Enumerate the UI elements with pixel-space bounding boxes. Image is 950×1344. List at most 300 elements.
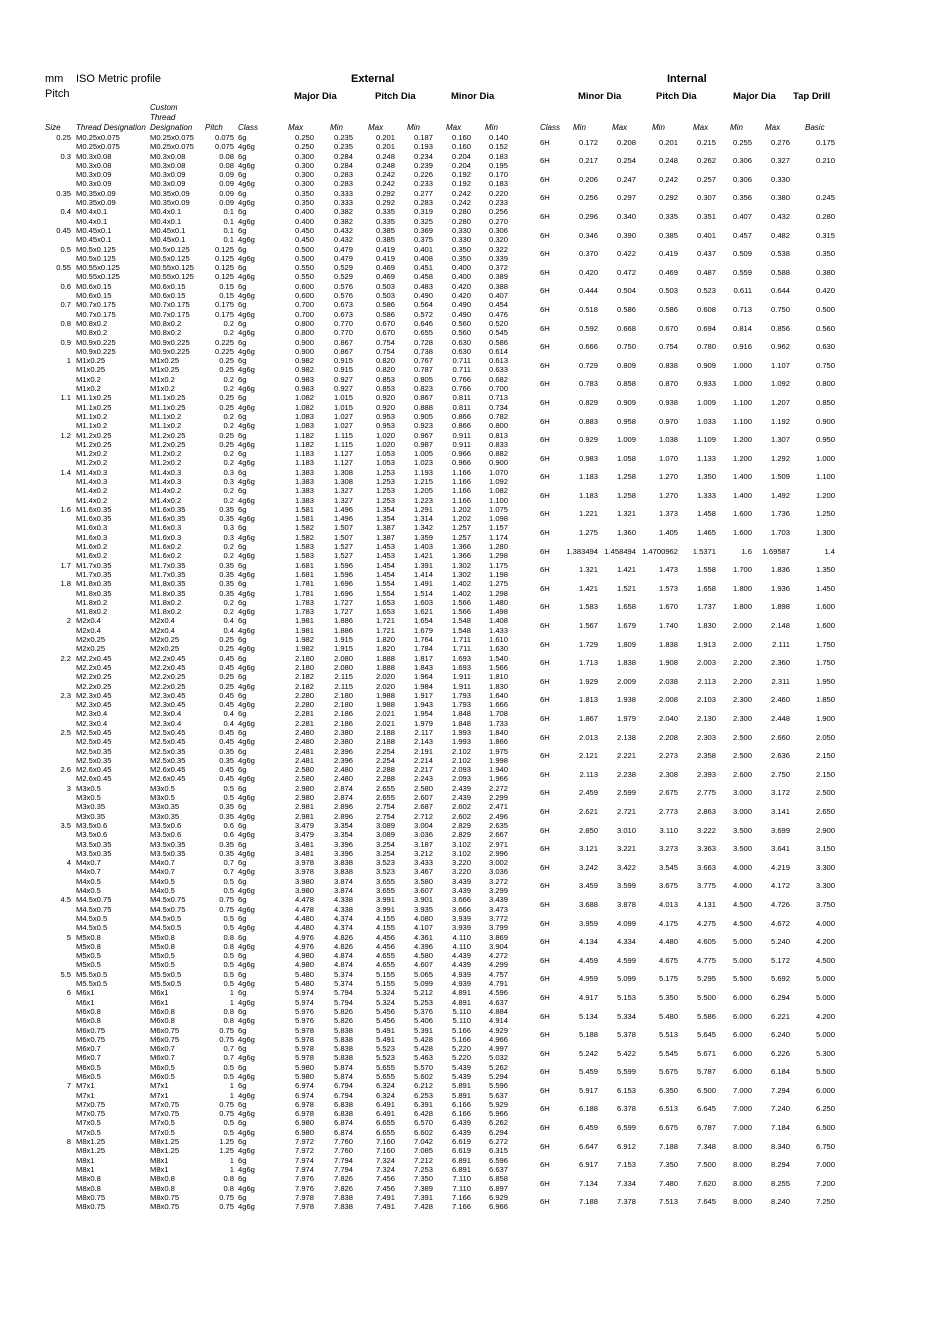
cell-class: 6g (238, 244, 247, 254)
cell-size: 1.6 (60, 504, 71, 514)
int-minor-dia-heading: Minor Dia (578, 91, 622, 102)
cell-int-major-min: 0.306 (732, 156, 752, 166)
cell-thread-designation: M1x0.25 (76, 356, 106, 366)
cell-ext-major-min: 2.080 (333, 662, 353, 672)
cell-ext-major-min: 2.896 (333, 802, 353, 812)
cell-int-minor-min: 5.242 (578, 1048, 598, 1058)
cell-int-major-min: 2.200 (732, 658, 752, 668)
cell-pitch: 0.5 (223, 793, 234, 803)
cell-int-minor-min: 0.929 (578, 435, 598, 445)
cell-int-pitch-max: 3.222 (696, 825, 716, 835)
cell-tap-drill-basic: 0.750 (815, 360, 835, 370)
cell-class: 4g6g (238, 904, 255, 914)
cell-int-minor-max: 1.979 (616, 714, 636, 723)
cell-int-major-min: 2.200 (732, 676, 752, 686)
cell-int-pitch-max: 5.645 (696, 1030, 716, 1040)
cell-ext-minor-min: 0.520 (488, 318, 508, 328)
cell-ext-pitch-max: 2.655 (375, 793, 395, 803)
cell-ext-minor-min: 1.866 (488, 737, 508, 747)
cell-thread-designation: M1.1x0.2 (76, 421, 108, 431)
table-row (0, 942, 950, 951)
cell-ext-pitch-max: 1.354 (375, 514, 395, 524)
cell-int-class: 6H (540, 397, 550, 407)
cell-int-minor-max: 1.009 (616, 435, 636, 445)
cell-pitch: 1 (229, 1090, 234, 1100)
cell-thread-designation: M0.8x0.2 (76, 328, 108, 338)
col-ext-pitch-min: Min (407, 123, 420, 132)
cell-ext-major-max: 1.183 (294, 458, 314, 468)
cell-ext-minor-max: 7.166 (451, 1192, 471, 1202)
cell-ext-pitch-min: 1.403 (413, 542, 433, 552)
cell-designation: M2x0.4 (150, 625, 175, 635)
cell-ext-major-max: 5.980 (294, 1071, 314, 1081)
cell-class: 6g (238, 225, 247, 235)
table-row (0, 1128, 950, 1137)
cell-ext-minor-min: 1.100 (488, 495, 508, 505)
cell-int-major-max: 3.172 (770, 788, 790, 798)
cell-pitch: 0.2 (223, 597, 234, 607)
cell-int-class: 6H (540, 621, 550, 631)
cell-ext-major-max: 6.978 (294, 1099, 314, 1109)
cell-ext-minor-min: 4.997 (488, 1044, 508, 1054)
cell-ext-major-max: 0.800 (294, 328, 314, 338)
cell-ext-minor-max: 1.848 (451, 718, 471, 728)
cell-designation: M0.6x0.15 (150, 291, 186, 301)
cell-int-minor-max: 3.010 (616, 825, 636, 835)
cell-ext-pitch-max: 7.456 (375, 1174, 395, 1184)
cell-ext-major-max: 1.082 (294, 402, 314, 412)
cell-ext-pitch-max: 5.324 (375, 988, 395, 998)
cell-ext-minor-max: 0.711 (452, 356, 471, 366)
cell-thread-designation: M1.2x0.25 (76, 439, 112, 449)
cell-ext-major-max: 5.978 (294, 1025, 314, 1035)
cell-int-class: 6H (540, 918, 550, 928)
internal-heading: Internal (667, 73, 707, 85)
cell-pitch: 0.09 (219, 170, 234, 180)
cell-int-minor-max: 2.221 (616, 751, 636, 761)
cell-ext-minor-min: 2.667 (488, 830, 508, 840)
table-row (0, 700, 950, 709)
cell-ext-minor-min: 3.002 (488, 858, 508, 868)
cell-int-pitch-min: 0.248 (658, 156, 678, 166)
cell-ext-minor-min: 0.306 (488, 225, 508, 235)
cell-int-major-min: 1.6 (741, 546, 752, 556)
cell-thread-designation: M0.4x0.1 (76, 207, 108, 217)
cell-thread-designation: M7x0.75 (76, 1109, 106, 1119)
cell-thread-designation: M1.8x0.2 (76, 597, 108, 607)
cell-ext-minor-min: 5.929 (488, 1099, 508, 1109)
cell-class: 4g6g (238, 1053, 255, 1063)
cell-ext-minor-min: 1.666 (488, 700, 508, 710)
cell-size: 0.25 (56, 133, 71, 142)
cell-ext-minor-max: 5.220 (451, 1044, 471, 1054)
cell-int-major-min: 6.000 (732, 1030, 752, 1040)
cell-ext-minor-max: 1.911 (452, 672, 471, 682)
cell-ext-major-min: 1.696 (333, 588, 353, 598)
cell-thread-designation: M1.8x0.2 (76, 607, 108, 617)
cell-class: 6g (238, 616, 247, 626)
cell-int-major-max: 6.221 (770, 1011, 790, 1021)
cell-ext-pitch-min: 4.080 (413, 913, 433, 923)
cell-ext-major-min: 1.127 (333, 449, 353, 459)
cell-int-major-min: 6.000 (732, 1048, 752, 1058)
cell-ext-minor-max: 1.566 (451, 607, 471, 617)
cell-int-pitch-min: 0.469 (658, 267, 678, 277)
cell-ext-major-min: 1.308 (333, 467, 353, 477)
cell-int-minor-max: 4.599 (616, 955, 636, 965)
cell-int-pitch-min: 5.545 (658, 1048, 678, 1058)
cell-ext-minor-max: 0.811 (452, 393, 471, 403)
cell-ext-minor-min: 1.733 (488, 718, 508, 728)
cell-pitch: 0.75 (219, 1099, 234, 1109)
cell-thread-designation: M1.1x0.25 (76, 393, 112, 403)
cell-ext-minor-max: 0.490 (451, 300, 471, 310)
cell-int-major-max: 1.509 (770, 472, 790, 482)
cell-pitch: 0.2 (223, 449, 234, 459)
cell-int-major-min: 2.000 (732, 639, 752, 649)
cell-ext-major-min: 1.915 (333, 635, 353, 645)
cell-ext-pitch-min: 0.967 (413, 430, 433, 440)
cell-int-minor-max: 6.599 (616, 1123, 636, 1133)
cell-designation: M6x0.7 (150, 1053, 175, 1063)
cell-ext-minor-min: 3.869 (488, 932, 508, 942)
cell-ext-pitch-min: 6.428 (413, 1109, 433, 1119)
cell-int-major-min: 8.000 (732, 1197, 752, 1207)
cell-designation: M3x0.35 (150, 802, 180, 812)
cell-int-pitch-min: 1.270 (658, 472, 678, 482)
cell-int-class: 6H (540, 862, 550, 872)
cell-int-major-min: 2.300 (732, 714, 752, 723)
cell-tap-drill-basic: 1.350 (815, 565, 835, 575)
cell-int-pitch-min: 2.040 (658, 714, 678, 723)
cell-class: 4g6g (238, 1146, 255, 1156)
cell-thread-designation: M0.5x0.125 (76, 253, 116, 263)
cell-class: 6g (238, 523, 247, 533)
cell-ext-pitch-max: 6.655 (375, 1127, 395, 1137)
cell-ext-minor-max: 5.891 (451, 1081, 471, 1091)
cell-int-minor-min: 0.420 (578, 267, 598, 277)
cell-int-major-max: 0.330 (770, 174, 790, 184)
cell-ext-major-max: 0.800 (294, 318, 314, 328)
table-row (0, 1109, 950, 1118)
cell-class: 4g6g (238, 1109, 255, 1119)
table-row (0, 235, 950, 244)
cell-thread-designation: M1.1x0.25 (76, 402, 112, 412)
cell-designation: M5x0.5 (150, 951, 175, 961)
cell-int-major-max: 3.141 (770, 806, 790, 816)
cell-int-minor-min: 1.183 (578, 472, 598, 482)
cell-ext-minor-min: 0.170 (488, 170, 508, 180)
cell-ext-pitch-min: 1.391 (413, 560, 433, 570)
cell-ext-pitch-min: 2.687 (413, 802, 433, 812)
cell-pitch: 0.45 (219, 690, 234, 700)
cell-ext-pitch-min: 7.042 (413, 1137, 433, 1147)
cell-int-major-max: 4.726 (770, 899, 790, 909)
cell-ext-pitch-max: 2.188 (375, 728, 395, 737)
cell-ext-minor-max: 1.366 (451, 551, 471, 561)
cell-class: 4g6g (238, 309, 255, 319)
cell-int-minor-min: 7.134 (578, 1178, 598, 1188)
cell-int-major-max: 1.092 (770, 379, 790, 389)
cell-class: 4g6g (238, 1071, 255, 1081)
cell-pitch: 0.5 (223, 979, 234, 989)
cell-class: 6g (238, 393, 247, 403)
cell-tap-drill-basic: 0.800 (815, 379, 835, 389)
cell-ext-pitch-min: 7.350 (413, 1174, 433, 1184)
cell-class: 4g6g (238, 848, 255, 858)
cell-int-pitch-min: 3.110 (659, 825, 678, 835)
cell-int-major-min: 2.500 (732, 732, 752, 742)
cell-class: 6g (238, 820, 247, 830)
cell-ext-major-max: 1.981 (294, 616, 314, 626)
cell-int-minor-min: 1.183 (578, 490, 598, 500)
cell-ext-major-max: 0.300 (294, 160, 314, 170)
cell-ext-major-max: 7.974 (294, 1155, 314, 1165)
cell-int-class: 6H (540, 546, 550, 556)
cell-designation: M1.8x0.2 (150, 607, 182, 617)
cell-ext-minor-min: 0.782 (488, 411, 508, 421)
cell-ext-major-min: 4.874 (333, 951, 353, 961)
cell-int-major-min: 5.500 (732, 974, 752, 984)
cell-int-minor-min: 0.172 (578, 137, 598, 147)
cell-ext-pitch-max: 5.155 (375, 969, 395, 979)
cell-thread-designation: M0.55x0.125 (76, 272, 120, 282)
cell-int-major-max: 7.294 (770, 1085, 790, 1095)
cell-thread-designation: M7x0.75 (76, 1099, 106, 1109)
cell-ext-pitch-max: 1.053 (375, 458, 395, 468)
cell-designation: M1x0.2 (150, 384, 175, 394)
cell-tap-drill-basic: 0.560 (815, 323, 835, 333)
cell-thread-designation: M5x0.8 (76, 941, 101, 951)
cell-int-major-min: 0.509 (732, 249, 752, 259)
cell-tap-drill-basic: 1.300 (815, 528, 835, 538)
cell-class: 6g (238, 467, 247, 477)
cell-ext-pitch-min: 0.738 (413, 346, 433, 356)
cell-class: 6g (238, 1137, 247, 1147)
cell-ext-pitch-max: 1.053 (375, 449, 395, 459)
table-row (0, 1091, 950, 1100)
tap-drill-heading: Tap Drill (793, 91, 831, 102)
cell-ext-minor-min: 0.833 (488, 439, 508, 449)
cell-int-class: 6H (540, 323, 550, 333)
table-row (0, 644, 950, 653)
cell-ext-pitch-max: 1.253 (375, 495, 395, 505)
cell-pitch: 0.45 (219, 774, 234, 784)
cell-ext-minor-min: 4.272 (488, 951, 508, 961)
cell-ext-pitch-min: 1.843 (413, 662, 433, 672)
cell-ext-major-min: 6.874 (333, 1127, 353, 1137)
cell-ext-major-max: 0.900 (294, 337, 314, 347)
cell-designation: M6x0.8 (150, 1016, 175, 1026)
cell-pitch: 0.35 (219, 755, 234, 765)
cell-ext-major-min: 6.794 (333, 1081, 353, 1091)
cell-designation: M2.2x0.45 (150, 662, 186, 672)
cell-ext-major-max: 7.972 (294, 1146, 314, 1156)
cell-ext-pitch-min: 1.654 (413, 616, 433, 626)
cell-pitch: 0.075 (214, 133, 234, 142)
cell-ext-minor-min: 0.320 (488, 235, 508, 245)
cell-ext-pitch-max: 5.324 (375, 997, 395, 1007)
cell-ext-minor-max: 0.766 (451, 384, 471, 394)
cell-int-minor-min: 5.459 (578, 1067, 598, 1077)
cell-int-pitch-max: 2.130 (696, 714, 716, 723)
cell-ext-major-min: 3.396 (333, 848, 353, 858)
cell-designation: M8x1.25 (150, 1137, 180, 1147)
cell-pitch: 1 (229, 988, 234, 998)
cell-int-minor-max: 5.378 (616, 1030, 636, 1040)
table-row (0, 607, 950, 616)
cell-designation: M1x0.2 (150, 374, 175, 384)
cell-ext-minor-min: 3.036 (488, 867, 508, 877)
cell-int-class: 6H (540, 435, 550, 445)
cell-class: 4g6g (238, 811, 255, 821)
cell-thread-designation: M0.3x0.08 (76, 160, 112, 170)
cell-tap-drill-basic: 0.630 (815, 342, 835, 352)
cell-int-major-max: 5.240 (770, 937, 790, 947)
cell-int-minor-max: 3.422 (616, 862, 636, 872)
cell-ext-minor-min: 4.966 (488, 1034, 508, 1044)
cell-ext-minor-max: 3.220 (451, 858, 471, 868)
cell-int-major-max: 0.962 (770, 342, 790, 352)
cell-thread-designation: M0.35x0.09 (76, 188, 116, 198)
cell-ext-pitch-min: 4.580 (413, 951, 433, 961)
cell-ext-pitch-max: 0.754 (375, 337, 395, 347)
cell-tap-drill-basic: 1.450 (815, 583, 835, 593)
cell-designation: M4x0.5 (150, 886, 175, 896)
cell-int-pitch-min: 0.385 (658, 230, 678, 240)
cell-tap-drill-basic: 6.250 (815, 1104, 835, 1114)
cell-ext-major-min: 5.838 (333, 1025, 353, 1035)
cell-int-pitch-min: 5.675 (658, 1067, 678, 1077)
cell-ext-major-max: 7.976 (294, 1174, 314, 1184)
cell-ext-major-min: 0.284 (333, 151, 353, 161)
cell-int-pitch-max: 0.351 (696, 211, 716, 221)
cell-ext-minor-min: 6.315 (488, 1146, 508, 1156)
cell-int-pitch-min: 1.908 (658, 658, 678, 668)
cell-ext-pitch-max: 2.188 (375, 737, 395, 747)
cell-designation: M8x0.75 (150, 1192, 180, 1202)
cell-ext-major-max: 0.450 (294, 225, 314, 235)
cell-thread-designation: M5x0.5 (76, 951, 101, 961)
cell-designation: M2.3x0.45 (150, 690, 186, 700)
cell-int-major-max: 2.148 (770, 621, 790, 631)
cell-designation: M1.2x0.25 (150, 439, 186, 449)
cell-tap-drill-basic: 1.600 (815, 602, 835, 612)
table-row (0, 533, 950, 542)
cell-ext-major-max: 2.281 (294, 718, 314, 728)
cell-ext-pitch-min: 1.984 (413, 681, 433, 691)
cell-ext-pitch-min: 3.935 (413, 904, 433, 914)
cell-class: 4g6g (238, 421, 255, 431)
cell-ext-major-min: 2.115 (334, 681, 353, 691)
cell-int-major-max: 6.184 (770, 1067, 790, 1077)
cell-int-pitch-max: 4.605 (696, 937, 716, 947)
cell-int-minor-min: 0.206 (578, 174, 598, 184)
cell-int-major-min: 6.000 (732, 992, 752, 1002)
cell-ext-minor-min: 1.098 (488, 514, 508, 524)
cell-ext-major-max: 4.480 (294, 923, 314, 933)
cell-int-major-max: 0.588 (770, 267, 790, 277)
cell-ext-minor-max: 1.302 (451, 569, 471, 579)
cell-thread-designation: M4x0.7 (76, 867, 101, 877)
table-row (0, 719, 950, 728)
cell-int-major-max: 4.172 (770, 881, 790, 891)
cell-class: 6g (238, 1081, 247, 1091)
cell-ext-major-max: 3.481 (294, 839, 314, 849)
cell-ext-major-max: 2.580 (294, 774, 314, 784)
cell-class: 4g6g (238, 886, 255, 896)
cell-ext-minor-max: 1.793 (451, 690, 471, 700)
cell-class: 6g (238, 988, 247, 998)
cell-int-major-min: 2.300 (732, 695, 752, 705)
cell-class: 4g6g (238, 514, 255, 524)
cell-designation: M0.9x0.225 (150, 346, 190, 356)
cell-class: 6g (238, 690, 247, 700)
cell-class: 6g (238, 653, 247, 663)
cell-ext-minor-min: 0.700 (488, 384, 508, 394)
cell-int-class: 6H (540, 174, 550, 184)
cell-int-minor-max: 1.521 (616, 583, 636, 593)
cell-tap-drill-basic: 0.210 (815, 156, 835, 166)
cell-int-major-min: 1.000 (732, 379, 752, 389)
cell-ext-pitch-max: 2.655 (375, 783, 395, 793)
cell-thread-designation: M1.6x0.2 (76, 551, 108, 561)
cell-int-major-min: 4.500 (732, 918, 752, 928)
table-row (0, 923, 950, 932)
cell-designation: M0.3x0.08 (150, 160, 186, 170)
cell-ext-pitch-max: 2.254 (375, 746, 395, 756)
cell-int-pitch-max: 4.775 (696, 955, 716, 965)
cell-ext-major-max: 0.550 (294, 272, 314, 282)
cell-ext-pitch-max: 1.554 (375, 588, 395, 598)
cell-pitch: 0.35 (219, 839, 234, 849)
cell-ext-major-max: 1.183 (294, 449, 314, 459)
cell-ext-pitch-min: 6.253 (413, 1090, 433, 1100)
cell-ext-minor-max: 4.110 (452, 932, 471, 942)
cell-int-minor-min: 0.783 (578, 379, 598, 389)
cell-thread-designation: M8x0.75 (76, 1202, 106, 1212)
cell-ext-minor-max: 0.280 (451, 216, 471, 226)
cell-ext-major-max: 5.978 (294, 1034, 314, 1044)
table-row (0, 384, 950, 393)
cell-pitch: 0.175 (214, 300, 234, 310)
cell-size: 7 (66, 1081, 71, 1091)
cell-pitch: 0.4 (223, 718, 234, 728)
cell-int-pitch-max: 2.863 (696, 806, 716, 816)
cell-thread-designation: M5.5x0.5 (76, 979, 108, 989)
cell-int-class: 6H (540, 509, 550, 519)
cell-designation: M3x0.5 (150, 793, 175, 803)
table-row (0, 663, 950, 672)
cell-ext-major-max: 6.978 (294, 1109, 314, 1119)
cell-pitch: 0.8 (223, 932, 234, 942)
cell-int-major-min: 0.306 (732, 174, 752, 184)
cell-ext-minor-max: 1.166 (451, 467, 471, 477)
cell-designation: M1.4x0.2 (150, 495, 182, 505)
cell-int-major-min: 8.000 (732, 1141, 752, 1151)
cell-designation: M6x0.8 (150, 1006, 175, 1016)
col-ext-minor-max: Max (446, 123, 462, 132)
cell-int-major-min: 5.000 (732, 955, 752, 965)
cell-int-pitch-min: 0.754 (658, 342, 678, 352)
cell-ext-minor-min: 1.630 (488, 644, 508, 654)
cell-int-major-min: 0.255 (732, 137, 752, 147)
cell-int-major-min: 3.500 (732, 844, 752, 854)
cell-ext-major-max: 1.581 (294, 514, 314, 524)
cell-ext-major-min: 3.354 (333, 820, 353, 830)
cell-int-pitch-max: 5.500 (696, 992, 716, 1002)
cell-tap-drill-basic: 3.300 (815, 862, 835, 872)
